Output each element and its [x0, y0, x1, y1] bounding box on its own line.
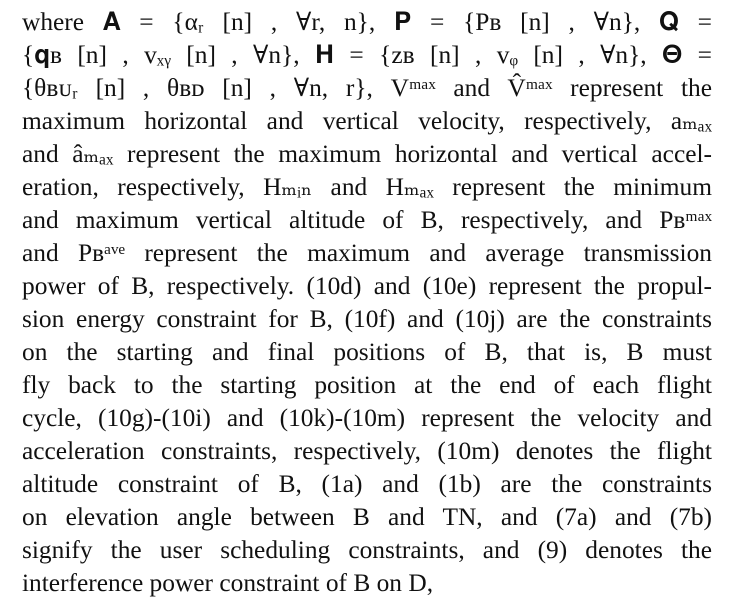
paragraph-line: fly back to the starting position at the end of each flight	[22, 371, 712, 399]
paragraph-line: where 𝐀 = {αᵣ [n] , ∀r, n}, 𝐏 = {Pʙ [n] , ∀n}, 𝐐 =	[22, 8, 712, 36]
paragraph-line: on the starting and final positions of B, that is, B must	[22, 338, 712, 366]
paragraph-line: on elevation angle between B and TN, and (7a) and (7b)	[22, 503, 712, 531]
paragraph-line: and maximum vertical altitude of B, respectively, and Pʙᵐᵃˣ	[22, 206, 712, 234]
paragraph-line: power of B, respectively. (10d) and (10e) represent the propul-	[22, 272, 712, 300]
paragraph-line: maximum horizontal and vertical velocity, respectively, aₘₐₓ	[22, 107, 712, 135]
paragraph-line: sion energy constraint for B, (10f) and (10j) are the constraints	[22, 305, 712, 333]
paragraph-line: interference power constraint of B on D,	[22, 569, 434, 597]
paragraph-line: and âₘₐₓ represent the maximum horizontal and vertical accel-	[22, 140, 712, 168]
paragraph-line: cycle, (10g)-(10i) and (10k)-(10m) represent the velocity and	[22, 404, 712, 432]
paragraph-line: altitude constraint of B, (1a) and (1b) are the constraints	[22, 470, 712, 498]
paragraph-line: and Pʙᵃᵛᵉ represent the maximum and average transmission	[22, 239, 712, 267]
paragraph-line: acceleration constraints, respectively, (10m) denotes the flight	[22, 437, 712, 465]
paragraph-line: {𝐪ʙ [n] , vₓᵧ [n] , ∀n}, 𝐇 = {zʙ [n] , vᵩ [n] , ∀n}, 𝚯 =	[22, 41, 712, 69]
paragraph-line: eration, respectively, Hₘᵢₙ and Hₘₐₓ represent the minimum	[22, 173, 712, 201]
paragraph-line: signify the user scheduling constraints, and (9) denotes the	[22, 536, 712, 564]
paragraph-line: {θʙᴜᵣ [n] , θʙᴅ [n] , ∀n, r}, Vᵐᵃˣ and V̂ᵐᵃˣ represent the	[22, 74, 712, 102]
